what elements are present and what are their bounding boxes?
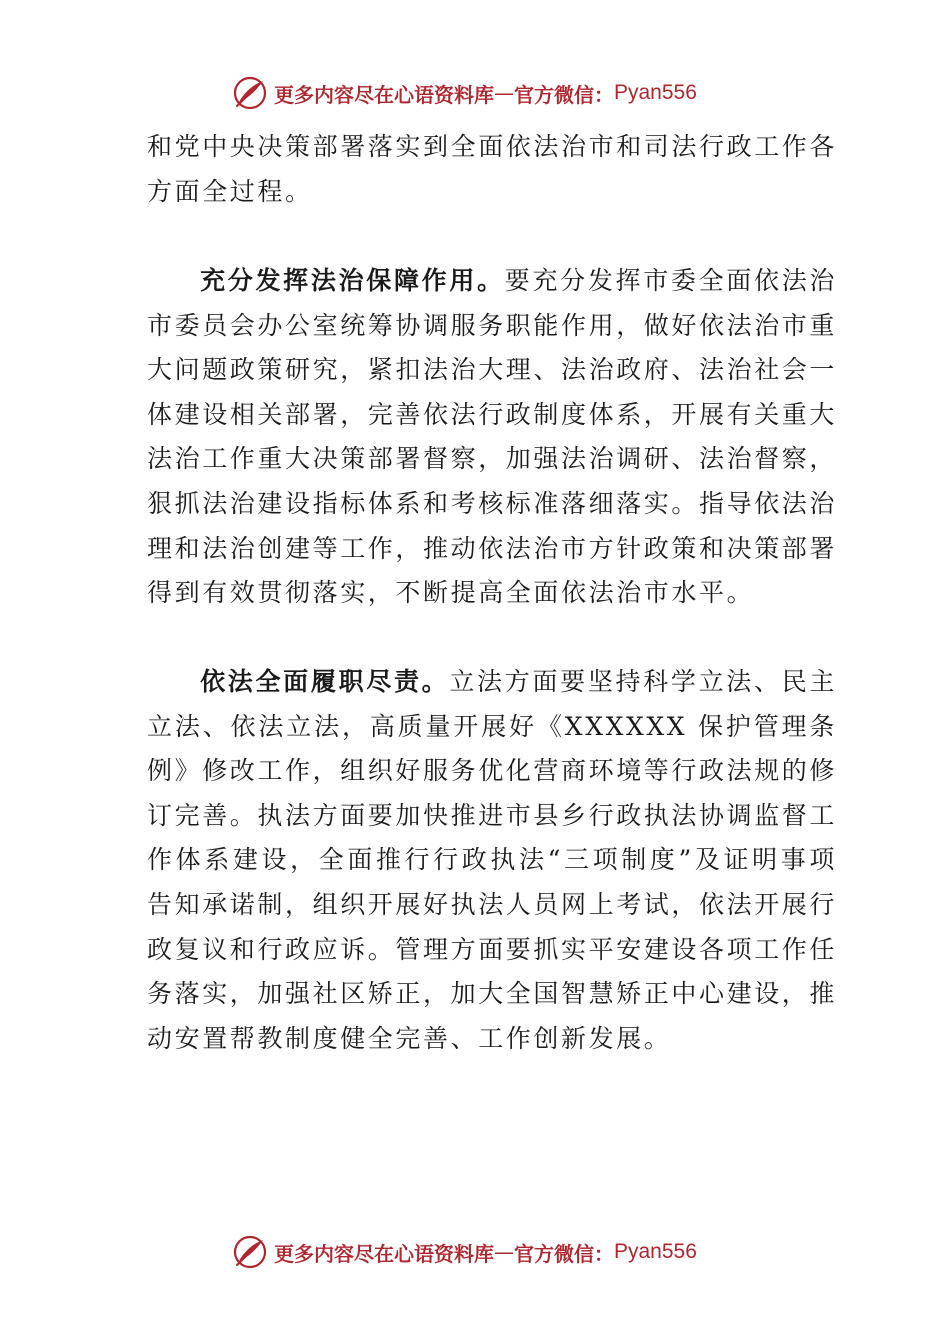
header-watermark [232, 73, 697, 113]
watermark-separator: — [494, 81, 514, 105]
paragraph-continuation [147, 125, 837, 214]
watermark-wechat-id: Pyan556 [614, 1240, 697, 1263]
paragraph-body: 立法方面要坚持科学立法、民主立法、依法立法，高质量开展好《XXXXXX 保护管理条例》修改工作，组织好服务优化营商环境等行政法规的修订完善。执法方面要加快推进市县乡行政执法协调监督工作体系建设，全面推行行政执法“三项制度”及证明事项告知承诺制，组织开展好执法人员网上考试，依法开展行政复议和行政应诉。管理方面要抓实平安建设各项工作任务落实，加强社区矫正，加大全国智慧矫正中心建设，推动安置帮教制度健全完善、工作创新发展。 [147, 667, 838, 1053]
paragraph-body: 要充分发挥市委全面依法治市委员会办公室统筹协调服务职能作用，做好依法治市重大问题政策研究，紧扣法治大理、法治政府、法治社会一体建设相关部署，完善依法行政制度体系，开展有关重大法治工作重大决策部署督察，加强法治调研、法治督察，狠抓法治建设指标体系和考核标准落细落实。指导依法治理和法治创建等工作，推动依法治市方针政策和决策部署得到有效贯彻落实，不断提高全面依法治市水平。 [147, 266, 838, 608]
feather-pen-icon [232, 1234, 268, 1270]
paragraph-duties [147, 660, 837, 1061]
watermark-wechat-id: Pyan556 [614, 81, 697, 104]
footer-watermark [232, 1232, 697, 1272]
watermark-separator: — [494, 1240, 514, 1264]
paragraph-legal-guarantee [147, 259, 837, 616]
watermark-text: 更多内容尽在心语资料库 [274, 1241, 494, 1266]
watermark-label: 官方微信： [514, 1241, 614, 1266]
paragraph-body: 和党中央决策部署落实到全面依法治市和司法行政工作各方面全过程。 [147, 132, 838, 206]
feather-pen-icon [232, 75, 268, 111]
paragraph-lead: 依法全面履职尽责。 [200, 667, 450, 696]
watermark-label: 官方微信： [514, 82, 614, 107]
watermark-text: 更多内容尽在心语资料库 [274, 82, 494, 107]
paragraph-lead: 充分发挥法治保障作用。 [200, 266, 505, 295]
